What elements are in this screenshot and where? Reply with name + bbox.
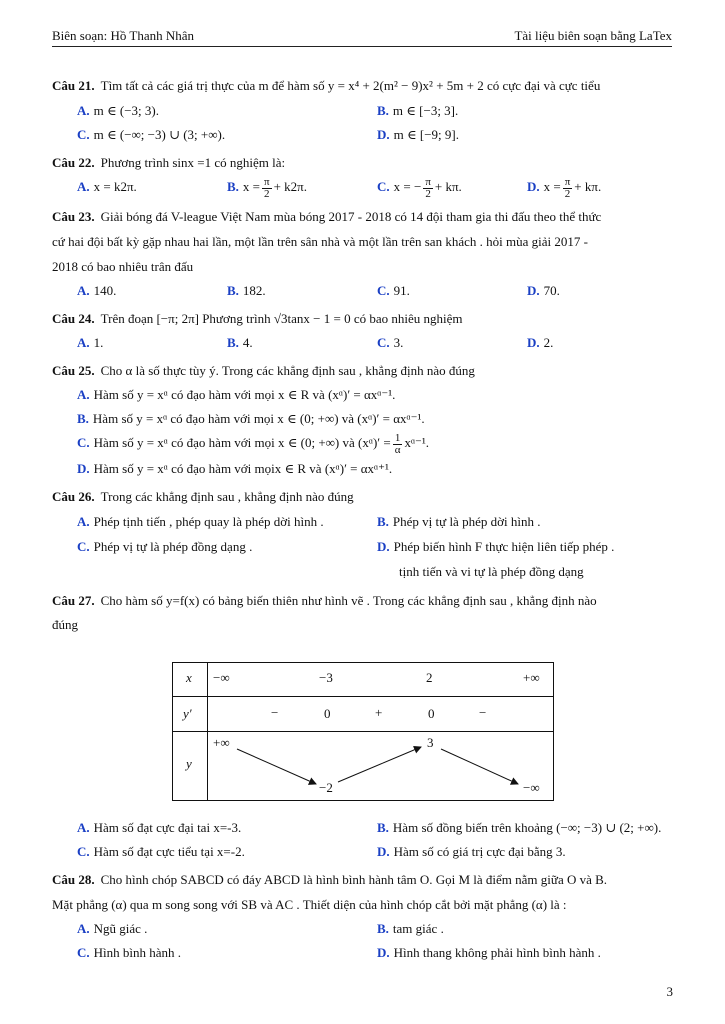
yprime-zero: 0 <box>428 706 435 721</box>
variation-table <box>172 662 554 801</box>
arrow-decrease <box>237 749 316 784</box>
question-25: Câu 25. Cho α là số thực tùy ý. Trong các khẳng định sau , khẳng định nào đúng <box>52 363 475 378</box>
q26-option-c[interactable]: C. Phép vị tự là phép đồng dạng . <box>77 539 253 554</box>
q28-option-d[interactable]: D. Hình thang không phải hình bình hành . <box>377 945 601 960</box>
question-23-line3: 2018 có bao nhiêu trân đấu <box>52 259 194 274</box>
question-28: Câu 28. Cho hình chóp SABCD có đáy ABCD là hình bình hành tâm O. Gọi M là điểm nằm giữa O và B. <box>52 872 608 887</box>
question-number: Câu 21. <box>52 78 95 93</box>
q27-option-b[interactable]: B. Hàm số đồng biến trên khoảng (−∞; −3) ∪ (2; +∞). <box>377 820 662 835</box>
header-rule <box>52 46 672 47</box>
q23-option-d[interactable]: D. 70. <box>527 283 560 298</box>
q25-option-b[interactable]: B. Hàm số y = xᵅ có đạo hàm với mọi x ∈ (0; +∞) và (xᵅ)′ = αxᵅ⁻¹. <box>77 411 425 426</box>
x-value: 2 <box>426 670 433 685</box>
fraction: $\frac{\pi}{2}$ <box>425 175 431 200</box>
q26-option-a[interactable]: A. Phép tịnh tiến , phép quay là phép dời hình . <box>77 514 324 529</box>
q22-option-a[interactable]: A. x = k2π. <box>77 179 137 194</box>
question-22: Câu 22. Phương trình sinx =1 có nghiệm là: <box>52 155 286 170</box>
q26-option-d[interactable]: D. Phép biến hình F thực hiện liên tiếp phép . <box>377 539 615 554</box>
question-27: Câu 27. Cho hàm số y=f(x) có bảng biến thiên như hình vẽ . Trong các khẳng định sau , khẳng định nào <box>52 593 597 608</box>
question-26: Câu 26. Trong các khẳng định sau , khẳng định nào đúng <box>52 489 354 504</box>
yprime-zero: 0 <box>324 706 331 721</box>
q21-option-c[interactable]: C. m ∈ (−∞; −3) ∪ (3; +∞). <box>77 127 226 142</box>
header-right: Tài liệu biên soạn bằng LaTex <box>514 28 672 43</box>
q26-option-b[interactable]: B. Phép vị tự là phép dời hình . <box>377 514 541 529</box>
header-left: Biên soạn: Hồ Thanh Nhân <box>52 28 195 43</box>
y-value: −∞ <box>523 780 540 795</box>
question-23: Câu 23. Giải bóng đá V-league Việt Nam mùa bóng 2017 - 2018 có 14 đội tham gia thi đấu theo thể thức <box>52 209 602 224</box>
q21-option-a[interactable]: A. m ∈ (−3; 3). <box>77 103 159 118</box>
q24-option-d[interactable]: D. 2. <box>527 335 554 350</box>
y-value: +∞ <box>213 735 230 750</box>
row-label-y: y <box>186 756 192 771</box>
row-label-yprime: y′ <box>183 706 192 721</box>
yprime-sign: + <box>375 705 383 720</box>
question-27-line2: đúng <box>52 617 78 632</box>
q25-option-c[interactable]: C. Hàm số y = xᵅ có đạo hàm với mọi x ∈ (0; +∞) và (xᵅ)′ = $\frac{1}{\alpha}$ xᵅ⁻¹. <box>77 431 430 456</box>
q25-option-d[interactable]: D. Hàm số y = xᵅ có đạo hàm với mọix ∈ R và (xᵅ)′ = αxᵅ⁺¹. <box>77 461 393 476</box>
q28-option-c[interactable]: C. Hình bình hành . <box>77 945 182 960</box>
question-21 <box>52 74 677 98</box>
q24-option-c[interactable]: C. 3. <box>377 335 404 350</box>
fraction: $\frac{\pi}{2}$ <box>264 175 270 200</box>
question-28-line2: Mặt phẳng (α) qua m song song với SB và AC . Thiết diện của hình chóp cắt bởi mặt phẳng (α) là : <box>52 897 567 912</box>
q27-option-a[interactable]: A. Hàm số đạt cực đại tai x=-3. <box>77 820 242 835</box>
row-label-x: x <box>186 670 192 685</box>
arrow-decrease <box>441 749 518 784</box>
q23-option-b[interactable]: B. 182. <box>227 283 266 298</box>
x-value: +∞ <box>523 670 540 685</box>
q21-option-d[interactable]: D. m ∈ [−9; 9]. <box>377 127 459 142</box>
fraction: $\frac{1}{\alpha}$ <box>394 431 401 456</box>
q26-option-d-line2: tịnh tiến và vi tự là phép đồng dạng <box>399 564 584 579</box>
q23-option-a[interactable]: A. 140. <box>77 283 117 298</box>
fraction: $\frac{\pi}{2}$ <box>564 175 571 200</box>
q23-option-c[interactable]: C. 91. <box>377 283 410 298</box>
x-value: −∞ <box>213 670 230 685</box>
question-23-line2: cứ hai đội bất kỳ gặp nhau hai lần, một lần trên sân nhà và một lần trên san khách . hỏi mùa giải 2017 - <box>52 234 588 249</box>
q27-option-c[interactable]: C. Hàm số đạt cực tiểu tại x=-2. <box>77 844 245 859</box>
q28-option-b[interactable]: B. tam giác . <box>377 921 444 936</box>
arrow-increase <box>338 747 421 782</box>
q22-option-b[interactable]: B. x = $\frac{\pi}{2}$ + k2π. <box>227 175 307 200</box>
y-value: 3 <box>427 735 434 750</box>
q22-option-d[interactable]: D. x = $\frac{\pi}{2}$ + kπ. <box>527 175 602 200</box>
q25-option-a[interactable]: A. Hàm số y = xᵅ có đạo hàm với mọi x ∈ R và (xᵅ)′ = αxᵅ⁻¹. <box>77 387 396 402</box>
q24-option-b[interactable]: B. 4. <box>227 335 253 350</box>
question-24: Câu 24. Trên đoạn [−π; 2π] Phương trình √3tanx − 1 = 0 có bao nhiêu nghiệm <box>52 311 463 326</box>
yprime-sign: − <box>479 705 487 720</box>
q22-option-c[interactable]: C. x = − $\frac{\pi}{2}$ + kπ. <box>377 175 462 200</box>
q27-option-d[interactable]: D. Hàm số có giá trị cực đại bằng 3. <box>377 844 566 859</box>
y-value: −2 <box>319 780 333 795</box>
page-number: 3 <box>666 984 673 999</box>
q28-option-a[interactable]: A. Ngũ giác . <box>77 921 148 936</box>
question-text: Tìm tất cả các giá trị thực của m để hàm số y = x⁴ + 2(m² − 9)x² + 5m + 2 có cực đại và cực tiểu <box>100 78 601 93</box>
q24-option-a[interactable]: A. 1. <box>77 335 104 350</box>
yprime-sign: − <box>271 705 279 720</box>
variation-arrows <box>173 663 553 800</box>
q21-option-b[interactable]: B. m ∈ [−3; 3]. <box>377 103 459 118</box>
x-value: −3 <box>319 670 333 685</box>
